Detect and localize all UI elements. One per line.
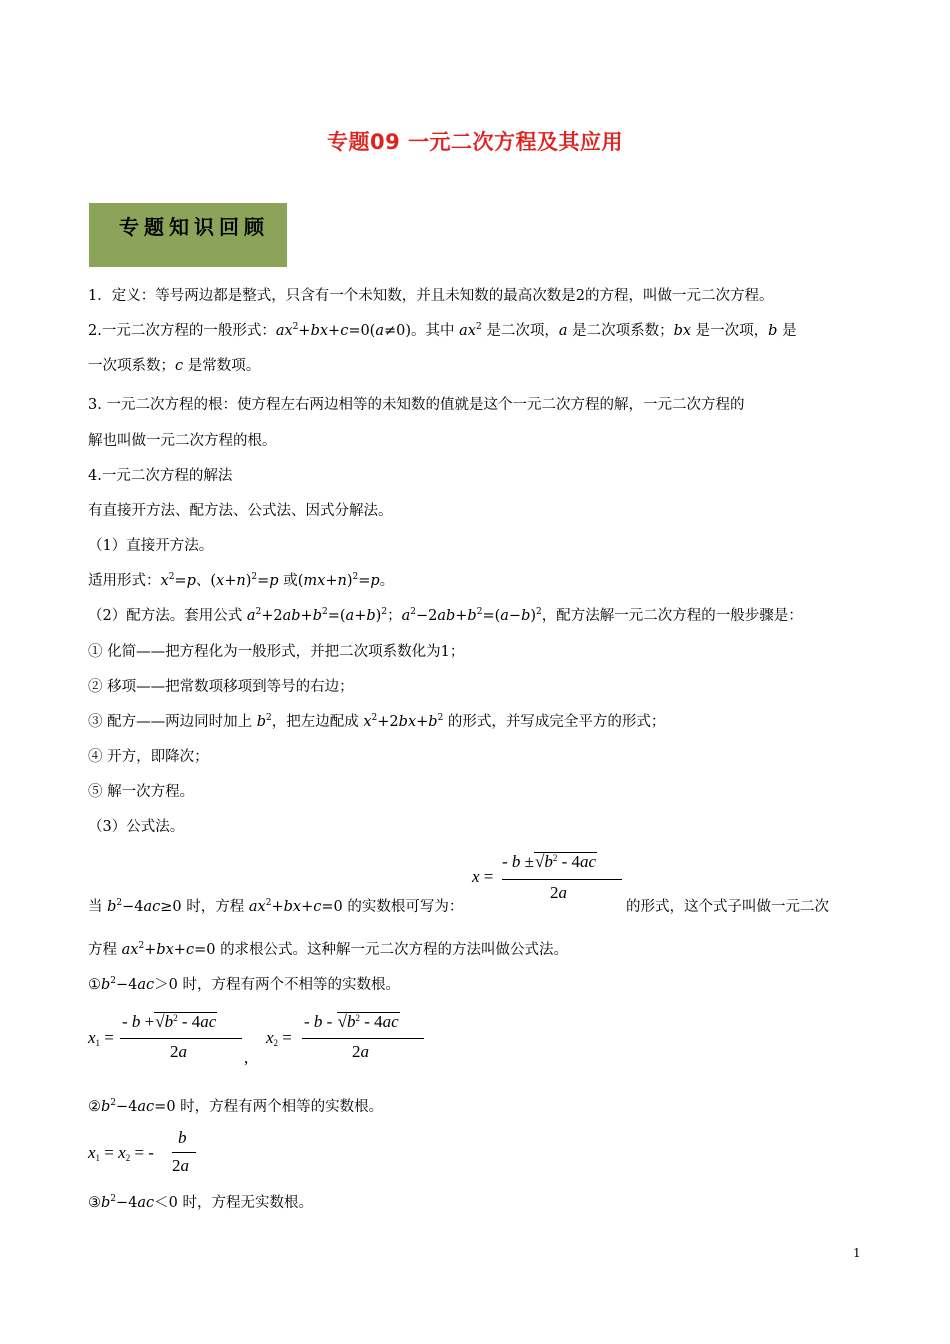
step-complete-square: ③ 配方——两边同时加上 $b^2$，把左边配成 $x^2+2bx+b^2$ 的形式，并写成完全平方的形式；	[88, 713, 666, 730]
page-title: 专题09 一元二次方程及其应用	[326, 130, 624, 154]
heading-methods: 4.一元二次方程的解法	[88, 468, 233, 484]
paragraph-discriminant: 当 $b^2-4ac\ge 0$ 时，方程 $ax^2+bx+c=0$ 的实数根可写为：	[88, 898, 464, 915]
section-header-label: 专题知识回顾	[119, 215, 269, 239]
paragraph-direct-form: 适用形式：$x^2=p$、$(x+n)^2=p$ 或$(mx+n)^2=p$。	[88, 572, 395, 589]
case-two-distinct-roots: $①b^2-4ac>0$ 时，方程有两个不相等的实数根。	[88, 976, 401, 993]
paragraph-completing-square: （2）配方法。套用公式 $a^2+2ab+b^2=(a+b)^2$；$a^2-2ab+b^2=(a-b)^2$，配方法解一元二次方程的一般步骤是：	[88, 607, 803, 624]
paragraph-general-form: 2.一元二次方程的一般形式：$ax^2+bx+c=0(a\ne 0)$。其中 $ax^2$ 是二次项，a 是二次项系数；bx 是一次项，b 是	[88, 322, 797, 339]
heading-direct-root: （1）直接开方法。	[88, 538, 214, 554]
case-equal-roots: $②b^2-4ac=0$ 时，方程有两个相等的实数根。	[88, 1098, 384, 1115]
step-transpose: ② 移项——把常数项移项到等号的右边；	[88, 679, 354, 695]
paragraph-discriminant-tail: 的形式，这个式子叫做一元二次	[626, 899, 829, 915]
paragraph-definition: 1．定义：等号两边都是整式，只含有一个未知数，并且未知数的最高次数是2的方程，叫做一元二次方程。	[88, 288, 774, 304]
paragraph-root: 3. 一元二次方程的根：使方程左右两边相等的未知数的值就是这个一元二次方程的解，一元二次方程的	[88, 397, 745, 413]
paragraph-root-cont: 解也叫做一元二次方程的根。	[88, 433, 277, 449]
paragraph-formula-name: 方程 $ax^2+bx+c=0$ 的求根公式。这种解一元二次方程的方法叫做公式法。	[88, 941, 569, 958]
step-take-root: ④ 开方，即降次；	[88, 749, 209, 765]
step-solve-linear: ⑤ 解一次方程。	[88, 784, 195, 800]
section-header-box	[89, 203, 287, 267]
step-simplify: ① 化简——把方程化为一般形式，并把二次项系数化为1；	[88, 644, 465, 660]
page-number: 1	[853, 1246, 861, 1260]
heading-formula-method: （3）公式法。	[88, 819, 185, 835]
paragraph-general-form-cont: 一次项系数；c 是常数项。	[88, 358, 261, 374]
paragraph-methods: 有直接开方法、配方法、公式法、因式分解法。	[88, 503, 393, 519]
case-no-real-roots: $③b^2-4ac<0$ 时，方程无实数根。	[88, 1194, 314, 1211]
